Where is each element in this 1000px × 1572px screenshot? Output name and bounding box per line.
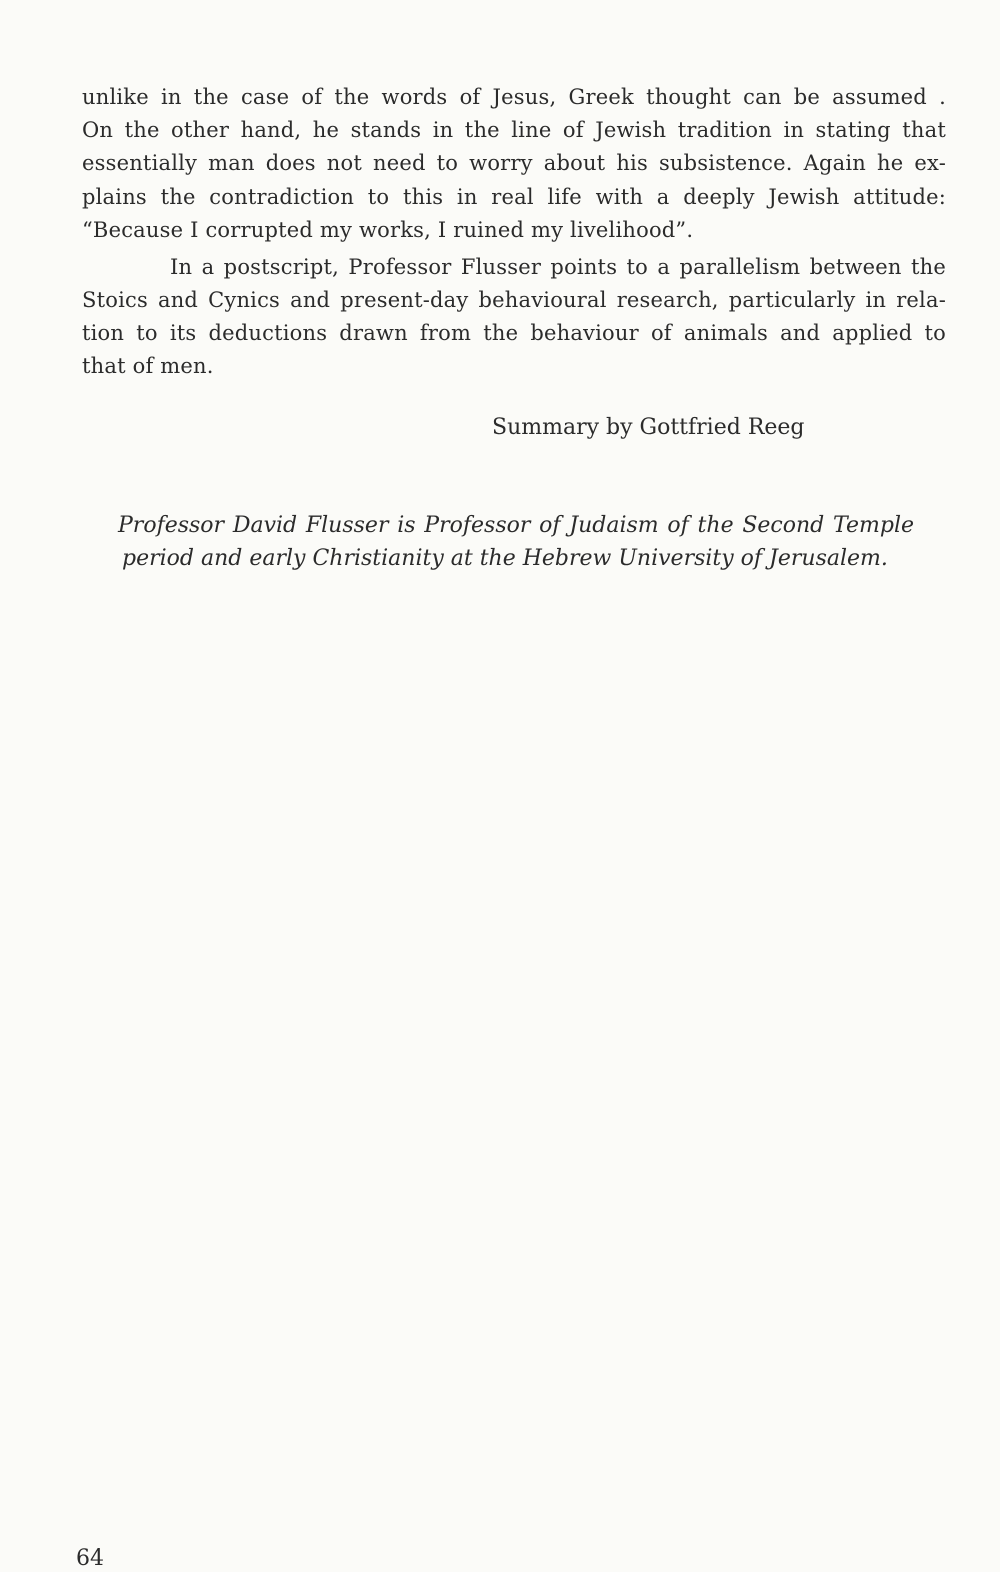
author-bio-line: Professor David Flusser is Professor of Judaism of the Second Temple (118, 513, 914, 538)
body-line: that of men. (82, 354, 214, 378)
body-line: tion to its deductions drawn from the behaviour of animals and applied to (82, 321, 946, 345)
body-line: “Because I corrupted my works, I ruined my livelihood”. (82, 218, 694, 242)
body-line: Stoics and Cynics and present-day behavioural research, particularly in rela- (82, 288, 946, 312)
page-number: 64 (76, 1546, 104, 1571)
summary-attribution: Summary by Gottfried Reeg (492, 415, 805, 440)
body-line: In a postscript, Professor Flusser points to a parallelism between the (170, 255, 946, 279)
body-line: On the other hand, he stands in the line of Jewish tradition in stating that (82, 118, 946, 142)
body-line: plains the contradiction to this in real life with a deeply Jewish attitude: (82, 185, 946, 209)
author-bio-line: period and early Christianity at the Hebrew University of Jerusalem. (122, 546, 888, 571)
body-line: unlike in the case of the words of Jesus, Greek thought can be assumed . (82, 85, 946, 109)
body-line: essentially man does not need to worry about his subsistence. Again he ex- (82, 151, 946, 175)
